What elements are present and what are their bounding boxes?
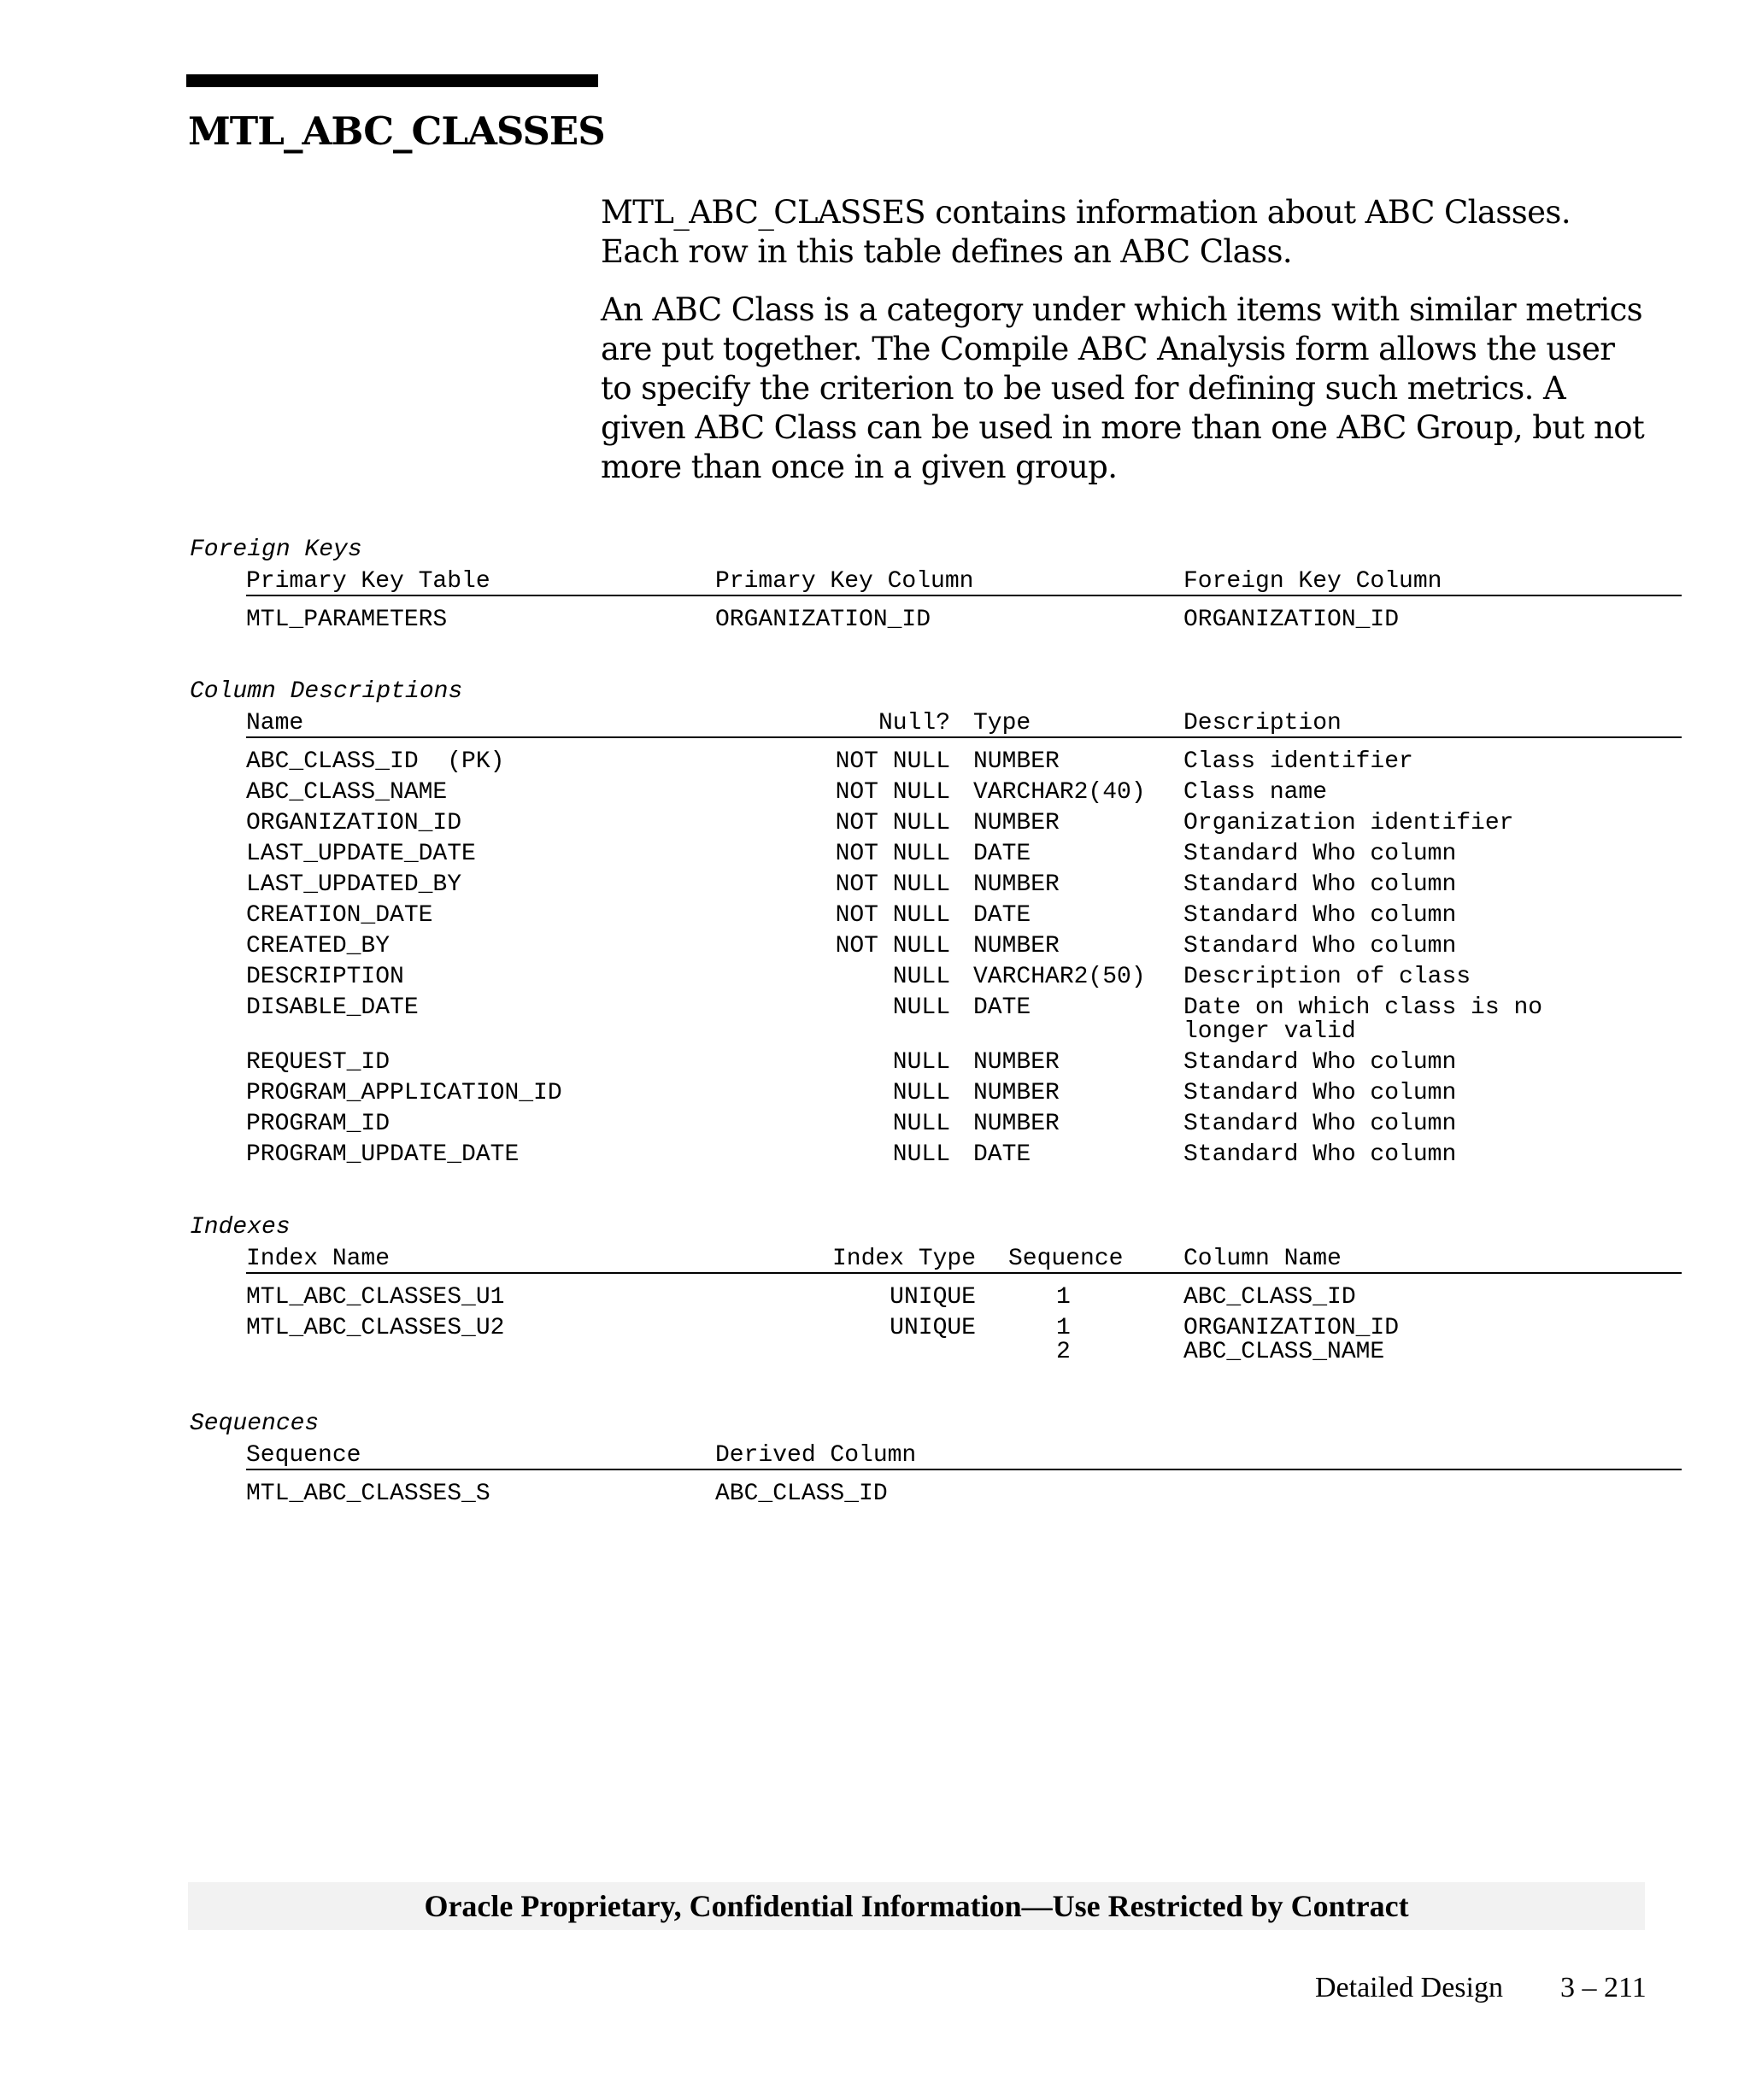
fk-cell-pk-table: MTL_PARAMETERS [246, 607, 448, 633]
col-cell-name: LAST_UPDATED_BY [246, 871, 462, 898]
col-header-null: Null? [878, 710, 950, 736]
col-cell-description: Standard Who column [1183, 1049, 1457, 1076]
idx-cell-column: ABC_CLASS_NAME [1183, 1339, 1385, 1365]
seq-header-rule [246, 1469, 1682, 1470]
col-cell-description: Class name [1183, 779, 1328, 806]
col-cell-name: ORGANIZATION_ID [246, 810, 462, 836]
col-cell-null: NULL [892, 1111, 950, 1137]
idx-cell-column: ABC_CLASS_ID [1183, 1284, 1356, 1311]
idx-cell-sequence: 2 [1056, 1339, 1071, 1365]
fk-header-pk-column: Primary Key Column [715, 568, 974, 595]
col-cell-null: NOT NULL [835, 810, 950, 836]
confidentiality-notice: Oracle Proprietary, Confidential Information––Use Restricted by Contract [424, 1889, 1409, 1923]
column-descriptions-heading: Column Descriptions [190, 678, 463, 705]
col-cell-null: NOT NULL [835, 748, 950, 775]
col-cell-description: Standard Who column [1183, 1141, 1457, 1168]
col-cell-null: NOT NULL [835, 933, 950, 959]
col-cell-description: Description of class [1183, 964, 1471, 990]
col-cell-null: NULL [892, 994, 950, 1021]
fk-header-fk-column: Foreign Key Column [1183, 568, 1442, 595]
col-cell-description: Standard Who column [1183, 933, 1457, 959]
fk-header-rule [246, 595, 1682, 596]
col-cell-name: PROGRAM_UPDATE_DATE [246, 1141, 520, 1168]
col-cell-description: Standard Who column [1183, 1111, 1457, 1137]
col-cell-description: Standard Who column [1183, 841, 1457, 867]
col-cell-name: CREATED_BY [246, 933, 391, 959]
idx-cell-sequence: 1 [1056, 1284, 1071, 1311]
col-cell-type: DATE [973, 1141, 1031, 1168]
col-cell-name: ABC_CLASS_NAME [246, 779, 448, 806]
col-cell-null: NOT NULL [835, 779, 950, 806]
idx-header-column: Column Name [1183, 1246, 1342, 1272]
col-cell-null: NOT NULL [835, 841, 950, 867]
idx-cell-column: ORGANIZATION_ID [1183, 1315, 1400, 1341]
col-cell-null: NOT NULL [835, 871, 950, 898]
intro-paragraph: An ABC Class is a category under which items with similar metrics are put together. The Compile ABC Analysis form allows the user to specify the criterion to be used for defining such metrics. A given ABC Class can be used in more than one ABC Group, but not more than once in a given group. [601, 291, 1645, 485]
col-cell-type: NUMBER [973, 810, 1060, 836]
seq-header-sequence: Sequence [246, 1442, 361, 1469]
idx-header-rule [246, 1272, 1682, 1274]
col-cell-description: Date on which class is no [1183, 994, 1543, 1021]
idx-header-type: Index Type [831, 1246, 976, 1272]
idx-cell-sequence: 1 [1056, 1315, 1071, 1341]
col-cell-null: NULL [892, 1049, 950, 1076]
col-cell-type: NUMBER [973, 871, 1060, 898]
col-cell-name: REQUEST_ID [246, 1049, 391, 1076]
col-cell-name: CREATION_DATE [246, 902, 433, 929]
col-cell-description-cont: longer valid [1183, 1018, 1356, 1045]
foreign-keys-heading: Foreign Keys [190, 537, 362, 563]
col-cell-type: DATE [973, 994, 1031, 1021]
fk-cell-fk-column: ORGANIZATION_ID [1183, 607, 1400, 633]
col-cell-description: Organization identifier [1183, 810, 1514, 836]
col-cell-name: DISABLE_DATE [246, 994, 419, 1021]
col-cell-type: DATE [973, 902, 1031, 929]
col-cell-type: NUMBER [973, 1080, 1060, 1106]
col-cell-name: ABC_CLASS_ID (PK) [246, 748, 505, 775]
idx-cell-name: MTL_ABC_CLASSES_U2 [246, 1315, 505, 1341]
col-header-name: Name [246, 710, 304, 736]
col-cell-null: NOT NULL [835, 902, 950, 929]
page-title: MTL_ABC_CLASSES [188, 109, 605, 154]
page-number: 3 – 211 [1560, 1972, 1647, 2003]
col-header-type: Type [973, 710, 1031, 736]
col-cell-name: PROGRAM_APPLICATION_ID [246, 1080, 562, 1106]
sequences-heading: Sequences [190, 1411, 320, 1437]
col-cell-name: LAST_UPDATE_DATE [246, 841, 476, 867]
col-cell-type: NUMBER [973, 748, 1060, 775]
col-cell-description: Class identifier [1183, 748, 1413, 775]
fk-cell-pk-column: ORGANIZATION_ID [715, 607, 931, 633]
col-cell-type: VARCHAR2(50) [973, 964, 1146, 990]
idx-header-sequence: Sequence [1008, 1246, 1124, 1272]
idx-cell-type: UNIQUE [890, 1284, 976, 1311]
idx-header-name: Index Name [246, 1246, 391, 1272]
idx-cell-name: MTL_ABC_CLASSES_U1 [246, 1284, 505, 1311]
intro-paragraph: MTL_ABC_CLASSES contains information about ABC Classes. Each row in this table defines an ABC Class. [601, 194, 1571, 270]
col-cell-null: NULL [892, 1141, 950, 1168]
top-rule [186, 74, 598, 87]
col-cell-description: Standard Who column [1183, 871, 1457, 898]
col-header-rule [246, 736, 1682, 738]
section-label: Detailed Design [1315, 1972, 1503, 2003]
fk-header-pk-table: Primary Key Table [246, 568, 490, 595]
col-cell-name: PROGRAM_ID [246, 1111, 391, 1137]
col-cell-type: NUMBER [973, 933, 1060, 959]
seq-header-derived: Derived Column [715, 1442, 917, 1469]
indexes-heading: Indexes [190, 1214, 291, 1241]
col-cell-null: NULL [892, 964, 950, 990]
col-cell-type: NUMBER [973, 1111, 1060, 1137]
idx-cell-type: UNIQUE [890, 1315, 976, 1341]
intro-text [601, 193, 1652, 506]
col-cell-type: NUMBER [973, 1049, 1060, 1076]
seq-cell-derived: ABC_CLASS_ID [715, 1481, 888, 1507]
col-cell-null: NULL [892, 1080, 950, 1106]
col-header-description: Description [1183, 710, 1342, 736]
col-cell-description: Standard Who column [1183, 1080, 1457, 1106]
col-cell-type: VARCHAR2(40) [973, 779, 1146, 806]
col-cell-description: Standard Who column [1183, 902, 1457, 929]
col-cell-type: DATE [973, 841, 1031, 867]
seq-cell-sequence: MTL_ABC_CLASSES_S [246, 1481, 490, 1507]
col-cell-name: DESCRIPTION [246, 964, 404, 990]
